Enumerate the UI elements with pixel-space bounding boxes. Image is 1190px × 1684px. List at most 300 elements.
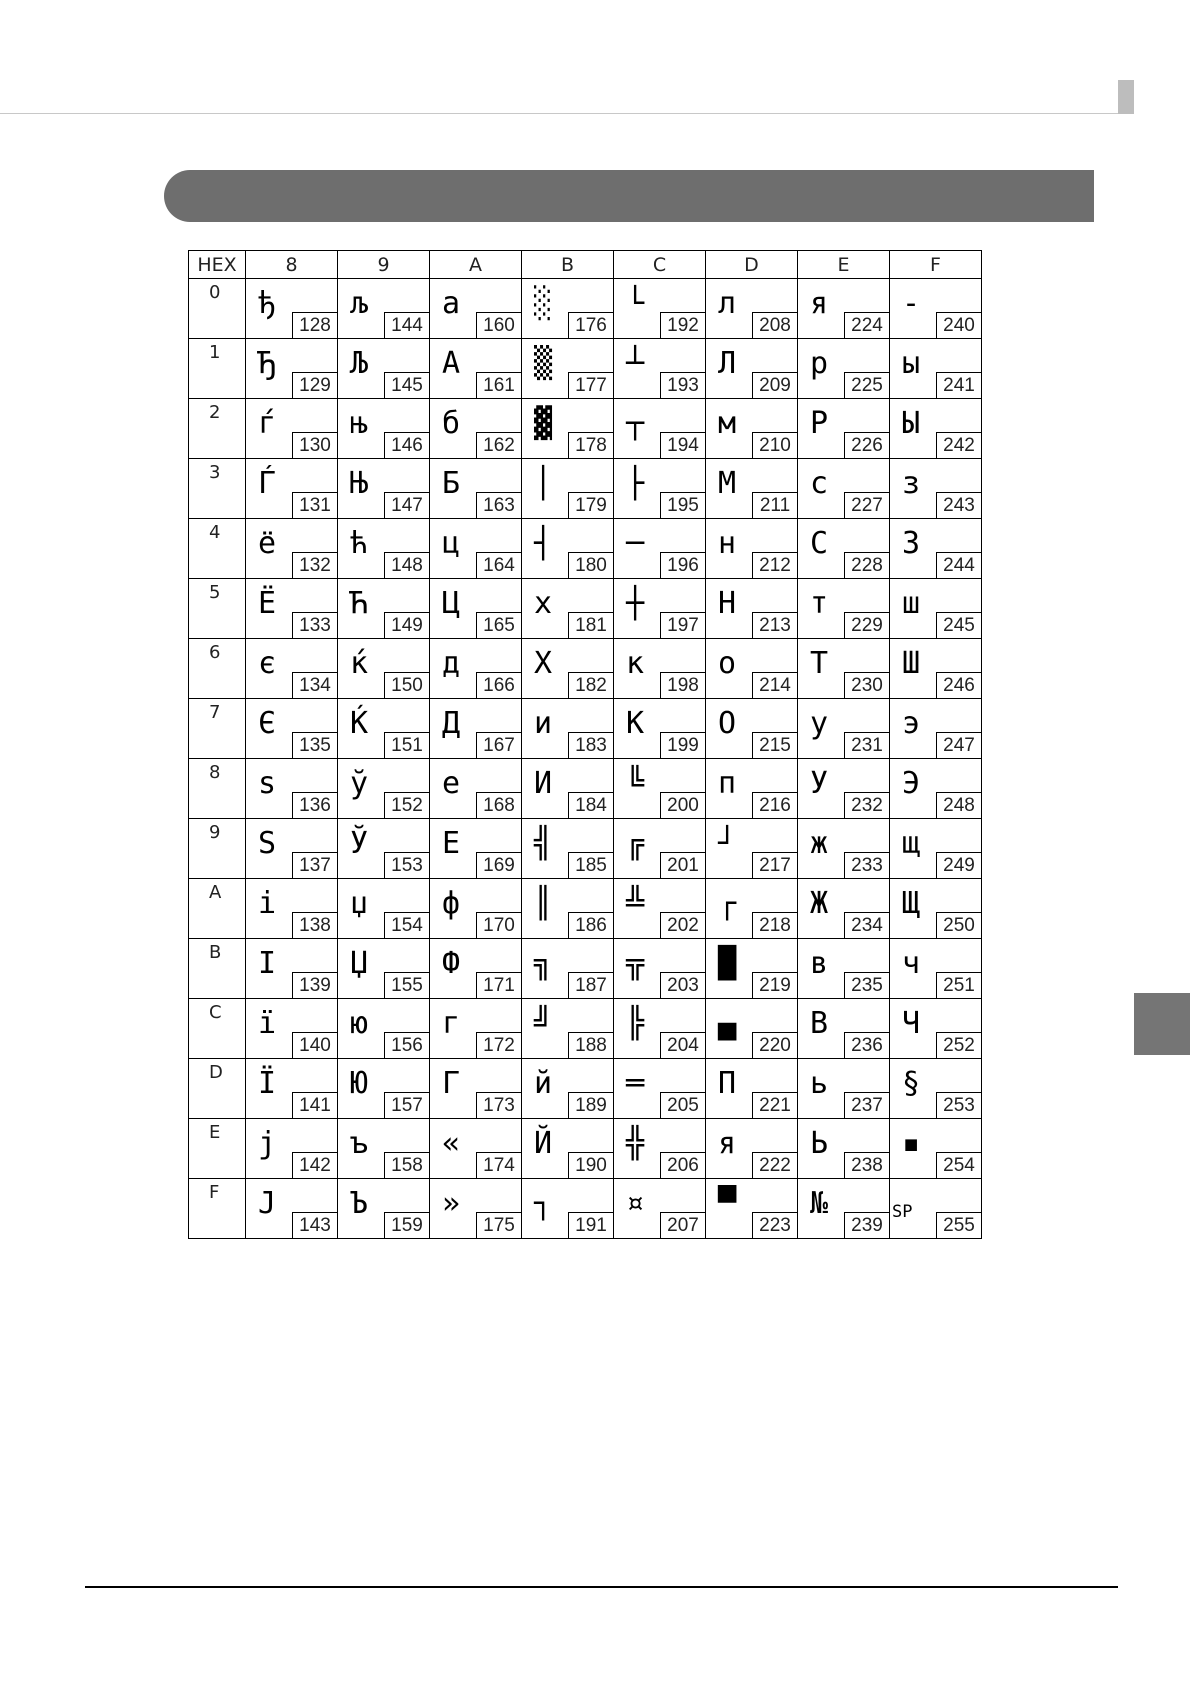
character-glyph: ╣ [534, 826, 553, 861]
character-cell [338, 699, 430, 759]
decimal-code-box: 203 [660, 972, 705, 998]
character-cell [338, 1059, 430, 1119]
decimal-code-box: 217 [752, 852, 797, 878]
decimal-code-box: 244 [936, 552, 981, 578]
character-cell [430, 279, 522, 339]
character-cell [614, 999, 706, 1059]
hex-corner-header: HEX [189, 251, 246, 279]
character-glyph: ░ [534, 286, 553, 321]
table-row [189, 759, 982, 819]
character-glyph: о [718, 646, 737, 681]
character-cell [614, 279, 706, 339]
character-glyph: ─ [626, 526, 645, 561]
decimal-code-box: 130 [292, 432, 337, 458]
character-cell [522, 339, 614, 399]
character-cell [246, 879, 338, 939]
character-glyph: и [534, 706, 553, 741]
character-cell [798, 459, 890, 519]
character-glyph: Р [810, 406, 829, 441]
character-glyph: л [718, 286, 737, 321]
character-glyph: Щ [902, 886, 921, 921]
decimal-code-box: 243 [936, 492, 981, 518]
character-cell [338, 639, 430, 699]
decimal-code-box: 197 [660, 612, 705, 638]
character-cell [890, 459, 982, 519]
decimal-code-box: 148 [384, 552, 429, 578]
character-cell [890, 279, 982, 339]
character-cell [890, 339, 982, 399]
character-glyph: к [626, 646, 645, 681]
decimal-code-box: 238 [844, 1152, 889, 1178]
decimal-code-box: 146 [384, 432, 429, 458]
character-cell [706, 819, 798, 879]
character-cell [246, 279, 338, 339]
character-glyph: ш [902, 586, 921, 621]
character-glyph: э [902, 706, 921, 741]
row-hex-label: 3 [189, 459, 246, 519]
character-cell [798, 1179, 890, 1239]
decimal-code-box: 235 [844, 972, 889, 998]
row-hex-label: 6 [189, 639, 246, 699]
character-cell [246, 939, 338, 999]
character-cell [890, 579, 982, 639]
decimal-code-box: 184 [568, 792, 613, 818]
decimal-code-box: 186 [568, 912, 613, 938]
character-glyph: і [258, 886, 277, 921]
row-hex-label: 9 [189, 819, 246, 879]
decimal-code-box: 191 [568, 1212, 613, 1238]
character-cell [706, 879, 798, 939]
decimal-code-box: 237 [844, 1092, 889, 1118]
table-row [189, 399, 982, 459]
decimal-code-box: 172 [476, 1032, 521, 1058]
character-cell [706, 639, 798, 699]
decimal-code-box: 215 [752, 732, 797, 758]
character-glyph: С [810, 526, 829, 561]
decimal-code-box: 194 [660, 432, 705, 458]
table-header-row [189, 251, 982, 279]
decimal-code-box: 132 [292, 552, 337, 578]
character-glyph: а [442, 286, 461, 321]
table-row [189, 1059, 982, 1119]
character-cell [430, 699, 522, 759]
decimal-code-box: 164 [476, 552, 521, 578]
decimal-code-box: 139 [292, 972, 337, 998]
character-glyph: ў [350, 766, 369, 801]
decimal-code-box: 134 [292, 672, 337, 698]
character-glyph: Т [810, 646, 829, 681]
decimal-code-box: 177 [568, 372, 613, 398]
decimal-code-box: 218 [752, 912, 797, 938]
character-glyph: Ї [258, 1066, 277, 1101]
decimal-code-box: 204 [660, 1032, 705, 1058]
decimal-code-box: 178 [568, 432, 613, 458]
column-header-c: C [614, 251, 706, 279]
table-row [189, 1119, 982, 1179]
character-cell [430, 579, 522, 639]
character-cell [338, 279, 430, 339]
character-glyph: Ћ [350, 586, 369, 621]
decimal-code-box: 185 [568, 852, 613, 878]
character-glyph: с [810, 466, 829, 501]
row-hex-label: F [189, 1179, 246, 1239]
character-glyph: Л [718, 346, 737, 381]
decimal-code-box: 151 [384, 732, 429, 758]
character-glyph: ┐ [534, 1186, 553, 1221]
character-cell [522, 939, 614, 999]
column-header-e: E [798, 251, 890, 279]
decimal-code-box: 233 [844, 852, 889, 878]
character-cell [614, 639, 706, 699]
character-cell [522, 519, 614, 579]
character-glyph: р [810, 346, 829, 381]
character-cell [706, 279, 798, 339]
decimal-code-box: 199 [660, 732, 705, 758]
character-cell [706, 999, 798, 1059]
character-cell [890, 639, 982, 699]
decimal-code-box: 200 [660, 792, 705, 818]
decimal-code-box: 202 [660, 912, 705, 938]
character-glyph: ┼ [626, 586, 645, 621]
decimal-code-box: 144 [384, 312, 429, 338]
row-hex-label: 2 [189, 399, 246, 459]
character-cell [706, 939, 798, 999]
decimal-code-box: 192 [660, 312, 705, 338]
character-glyph: Љ [350, 346, 369, 381]
decimal-code-box: 251 [936, 972, 981, 998]
character-glyph: М [718, 466, 737, 501]
row-hex-label: 1 [189, 339, 246, 399]
decimal-code-box: 206 [660, 1152, 705, 1178]
character-glyph: Ј [258, 1186, 277, 1221]
decimal-code-box: 168 [476, 792, 521, 818]
decimal-code-box: 165 [476, 612, 521, 638]
character-cell [430, 759, 522, 819]
character-glyph: ╚ [626, 766, 645, 801]
character-glyph: є [258, 646, 277, 681]
character-cell [890, 819, 982, 879]
character-glyph: » [442, 1186, 461, 1221]
character-glyph: ║ [534, 886, 553, 921]
character-cell [522, 699, 614, 759]
character-cell [522, 759, 614, 819]
character-cell [338, 939, 430, 999]
decimal-code-box: 176 [568, 312, 613, 338]
decimal-code-box: 147 [384, 492, 429, 518]
decimal-code-box: 232 [844, 792, 889, 818]
character-glyph: ё [258, 526, 277, 561]
character-glyph: З [902, 526, 921, 561]
character-cell [430, 1119, 522, 1179]
decimal-code-box: 228 [844, 552, 889, 578]
table-row [189, 519, 982, 579]
character-cell [430, 459, 522, 519]
character-glyph: ю [350, 1006, 369, 1041]
decimal-code-box: 135 [292, 732, 337, 758]
column-header-b: B [522, 251, 614, 279]
decimal-code-box: 195 [660, 492, 705, 518]
character-glyph: Њ [350, 466, 369, 501]
character-cell [614, 399, 706, 459]
character-cell [798, 999, 890, 1059]
decimal-code-box: 142 [292, 1152, 337, 1178]
decimal-code-box: 254 [936, 1152, 981, 1178]
decimal-code-box: 246 [936, 672, 981, 698]
decimal-code-box: 136 [292, 792, 337, 818]
decimal-code-box: 210 [752, 432, 797, 458]
decimal-code-box: 145 [384, 372, 429, 398]
character-glyph: ќ [350, 646, 369, 681]
character-cell [614, 879, 706, 939]
decimal-code-box: 245 [936, 612, 981, 638]
table-row [189, 699, 982, 759]
character-glyph: г [442, 1006, 461, 1041]
character-cell [798, 819, 890, 879]
character-glyph: П [718, 1066, 737, 1101]
character-glyph: ╔ [626, 826, 645, 861]
table-row [189, 459, 982, 519]
decimal-code-box: 221 [752, 1092, 797, 1118]
decimal-code-box: 171 [476, 972, 521, 998]
decimal-code-box: 131 [292, 492, 337, 518]
character-cell [706, 579, 798, 639]
character-cell [430, 399, 522, 459]
character-glyph: « [442, 1126, 461, 1161]
chapter-side-tab [1134, 993, 1190, 1055]
character-glyph: Э [902, 766, 921, 801]
character-glyph: SP [892, 1202, 913, 1222]
character-glyph: п [718, 766, 737, 801]
character-cell [246, 999, 338, 1059]
table-row [189, 939, 982, 999]
character-cell [522, 279, 614, 339]
character-glyph: е [442, 766, 461, 801]
character-cell [246, 699, 338, 759]
character-glyph: Џ [350, 946, 369, 981]
character-cell [614, 519, 706, 579]
character-glyph: д [442, 646, 461, 681]
character-glyph: ╗ [534, 946, 553, 981]
character-glyph: ѕ [258, 766, 277, 801]
row-hex-label: 5 [189, 579, 246, 639]
decimal-code-box: 248 [936, 792, 981, 818]
decimal-code-box: 193 [660, 372, 705, 398]
decimal-code-box: 133 [292, 612, 337, 638]
character-cell [706, 519, 798, 579]
character-cell [706, 1179, 798, 1239]
decimal-code-box: 140 [292, 1032, 337, 1058]
character-glyph: Ъ [350, 1186, 369, 1221]
character-glyph: н [718, 526, 737, 561]
character-glyph: я [810, 286, 829, 321]
character-glyph: ═ [626, 1066, 645, 1101]
row-hex-label: 0 [189, 279, 246, 339]
character-glyph: Ё [258, 586, 277, 621]
character-glyph: ┤ [534, 526, 553, 561]
decimal-code-box: 163 [476, 492, 521, 518]
character-cell [890, 399, 982, 459]
decimal-code-box: 158 [384, 1152, 429, 1178]
decimal-code-box: 179 [568, 492, 613, 518]
character-cell [338, 579, 430, 639]
character-cell [706, 1119, 798, 1179]
character-cell [614, 339, 706, 399]
decimal-code-box: 157 [384, 1092, 429, 1118]
column-header-d: D [706, 251, 798, 279]
character-cell [246, 399, 338, 459]
character-glyph: А [442, 346, 461, 381]
decimal-code-box: 234 [844, 912, 889, 938]
character-glyph: ╝ [534, 1006, 553, 1041]
decimal-code-box: 154 [384, 912, 429, 938]
decimal-code-box: 189 [568, 1092, 613, 1118]
character-cell [338, 399, 430, 459]
decimal-code-box: 242 [936, 432, 981, 458]
character-cell [614, 819, 706, 879]
character-cell [798, 519, 890, 579]
decimal-code-box: 187 [568, 972, 613, 998]
character-cell [246, 639, 338, 699]
character-cell [430, 819, 522, 879]
table-row [189, 1179, 982, 1239]
decimal-code-box: 205 [660, 1092, 705, 1118]
decimal-code-box: 162 [476, 432, 521, 458]
character-cell [338, 459, 430, 519]
character-glyph: └ [626, 286, 645, 321]
character-glyph: њ [350, 406, 369, 441]
character-glyph: Ќ [350, 706, 369, 741]
decimal-code-box: 229 [844, 612, 889, 638]
character-glyph: Ѓ [258, 466, 277, 501]
decimal-code-box: 236 [844, 1032, 889, 1058]
character-glyph: ▓ [534, 406, 553, 441]
decimal-code-box: 216 [752, 792, 797, 818]
decimal-code-box: 239 [844, 1212, 889, 1238]
decimal-code-box: 224 [844, 312, 889, 338]
character-glyph: ј [258, 1126, 277, 1161]
character-glyph: х [534, 586, 553, 621]
character-glyph: ▒ [534, 346, 553, 381]
character-glyph: Г [442, 1066, 461, 1101]
decimal-code-box: 252 [936, 1032, 981, 1058]
character-code-table [188, 250, 982, 1239]
decimal-code-box: 213 [752, 612, 797, 638]
character-glyph: ▄ [718, 1006, 737, 1041]
character-glyph: ѓ [258, 406, 277, 441]
character-cell [338, 339, 430, 399]
character-cell [706, 459, 798, 519]
decimal-code-box: 167 [476, 732, 521, 758]
character-glyph: ┘ [718, 826, 737, 861]
character-cell [522, 999, 614, 1059]
decimal-code-box: 182 [568, 672, 613, 698]
character-cell [706, 399, 798, 459]
character-cell [522, 1119, 614, 1179]
decimal-code-box: 211 [752, 492, 797, 518]
character-cell [798, 579, 890, 639]
character-glyph: ы [902, 346, 921, 381]
decimal-code-box: 207 [660, 1212, 705, 1238]
character-cell [338, 759, 430, 819]
character-glyph: ▀ [718, 1186, 737, 1221]
character-cell [890, 699, 982, 759]
character-cell [430, 519, 522, 579]
character-glyph: ђ [258, 286, 277, 321]
decimal-code-box: 227 [844, 492, 889, 518]
character-cell [338, 519, 430, 579]
character-cell [430, 339, 522, 399]
character-glyph: Ў [350, 826, 369, 861]
table-row [189, 879, 982, 939]
decimal-code-box: 208 [752, 312, 797, 338]
decimal-code-box: 214 [752, 672, 797, 698]
character-cell [798, 1059, 890, 1119]
decimal-code-box: 212 [752, 552, 797, 578]
character-cell [246, 819, 338, 879]
character-cell [246, 339, 338, 399]
character-cell [890, 519, 982, 579]
header-tab-marker [1118, 80, 1134, 114]
character-glyph: ╠ [626, 1006, 645, 1041]
character-cell [798, 399, 890, 459]
decimal-code-box: 170 [476, 912, 521, 938]
character-glyph: м [718, 406, 737, 441]
decimal-code-box: 222 [752, 1152, 797, 1178]
character-cell [522, 819, 614, 879]
character-glyph: ж [810, 826, 829, 861]
character-cell [614, 459, 706, 519]
row-hex-label: 7 [189, 699, 246, 759]
character-glyph: ╬ [626, 1126, 645, 1161]
character-glyph: ь [810, 1066, 829, 1101]
character-cell [430, 1179, 522, 1239]
column-header-9: 9 [338, 251, 430, 279]
decimal-code-box: 137 [292, 852, 337, 878]
character-glyph: ├ [626, 466, 645, 501]
character-glyph: б [442, 406, 461, 441]
character-cell [890, 759, 982, 819]
character-glyph: ┴ [626, 346, 645, 381]
decimal-code-box: 220 [752, 1032, 797, 1058]
character-cell [246, 1059, 338, 1119]
character-cell [430, 999, 522, 1059]
character-glyph: Ф [442, 946, 461, 981]
decimal-code-box: 141 [292, 1092, 337, 1118]
decimal-code-box: 161 [476, 372, 521, 398]
row-hex-label: 4 [189, 519, 246, 579]
decimal-code-box: 138 [292, 912, 337, 938]
decimal-code-box: 175 [476, 1212, 521, 1238]
character-glyph: И [534, 766, 553, 801]
character-glyph: щ [902, 826, 921, 861]
decimal-code-box: 128 [292, 312, 337, 338]
character-glyph: Ж [810, 886, 829, 921]
character-glyph: ц [442, 526, 461, 561]
character-glyph: љ [350, 286, 369, 321]
row-hex-label: C [189, 999, 246, 1059]
character-cell [798, 639, 890, 699]
header-rule [0, 113, 1134, 114]
character-glyph: Ц [442, 586, 461, 621]
column-header-f: F [890, 251, 982, 279]
decimal-code-box: 188 [568, 1032, 613, 1058]
decimal-code-box: 196 [660, 552, 705, 578]
character-glyph: Ь [810, 1126, 829, 1161]
character-cell [338, 1179, 430, 1239]
decimal-code-box: 209 [752, 372, 797, 398]
decimal-code-box: 181 [568, 612, 613, 638]
decimal-code-box: 190 [568, 1152, 613, 1178]
